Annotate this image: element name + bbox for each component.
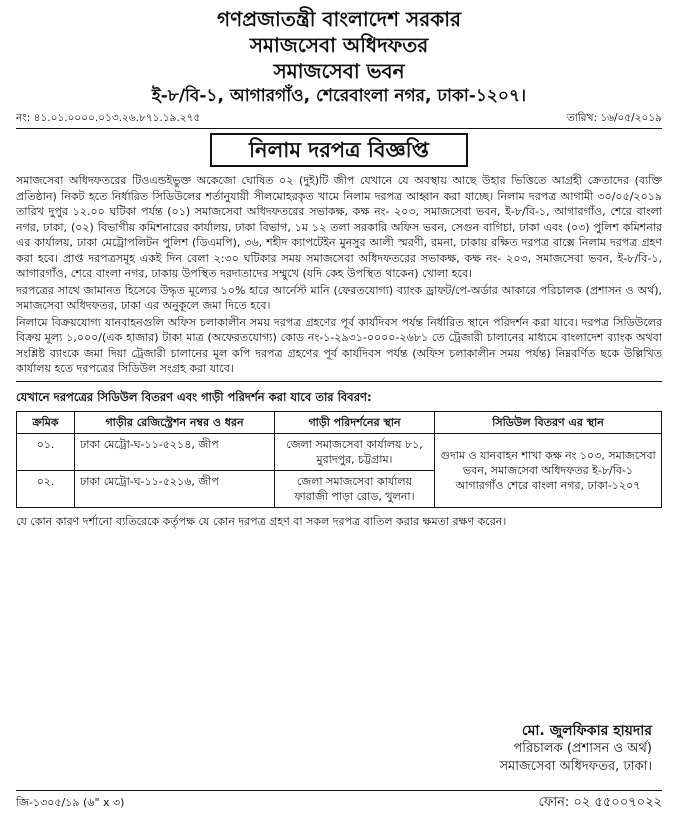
paragraph-inspection-schedule: নিলামে বিক্রয়যোগ্য যানবাহনগুলি অফিস চলাকালীন সময় দরপত্র গ্রহণের পূর্ব কার্যদিবস পর্যন্ত নির্ধারিত স্থানে পরিদর্শন করা যাবে। দরপত্র সিডিউলের বিক্রয় মূল্য ১,০০০/(এক হাজার) টাকা মাত্র (অফেরতযোগ্য) কোড নং-১-২৯৩১-০০০০-২৬৮১ তে ট্রেজারী চালানের মাধ্যমে বাংলাদেশ ব্যাংক অথবা সংশ্লিষ্ট ব্যাংকে জমা দিয়া ট্রেজারী চালানের মূল কপি দরপত্র গ্রহণের পূর্ব কার্যদিবস পর্যন্ত (অফিস চলাকালীন সময় পর্যন্ত) নিম্নবর্ণিত ছকে উল্লিখিত কার্যালয় হতে দরপত্রের সিডিউল সংগ্রহ করা যাবে। [16, 315, 662, 375]
header-inspection: গাড়ী পরিদর্শনের স্থান [275, 411, 435, 433]
reference-row [16, 110, 662, 129]
vehicle-table [16, 411, 662, 508]
distribution-place: গুদাম ও যানবাহন শাখা কক্ষ নং ১০৩, সমাজসেবা ভবন, সমাজসেবা অধিদফতর ই-৮/বি-১ আগারগাঁও শেরে বাংলা নগর, ঢাকা-১২০৭ [435, 433, 662, 507]
header-vehicle: গাড়ীর রেজিস্ট্রেশন নম্বর ও ধরন [75, 411, 275, 433]
memo-number: নং: ৪১.০১.০০০০.০১৩.২৬.৮৭১.১৯.২৭৫ [16, 112, 201, 124]
signatory-name: মো. জুলফিকার হায়দার [521, 723, 652, 739]
table-row [17, 433, 662, 470]
row-inspection: জেলা সমাজসেবা কার্যালয় ফারাজী পাড়া রোড, খুলনা। [275, 470, 435, 507]
letterhead [16, 6, 662, 108]
header-serial: ক্রমিক [17, 411, 75, 433]
office-address: ই-৮/বি-১, আগারগাঁও, শেরেবাংলা নগর, ঢাকা-১২০৭। [151, 86, 527, 106]
header-distribution: সিডিউল বিতরণ এর স্থান [435, 411, 662, 433]
notice-date: তারিখ: ১৬/০৫/২০১৯ [566, 112, 662, 124]
signatory-designation: পরিচালক (প্রশাসন ও অর্থ) [513, 741, 652, 756]
signatory-office: সমাজসেবা অধিদফতর, ঢাকা। [499, 759, 652, 774]
phone-number: ফোন: ০২ ৫৫০০৭০২২ [538, 795, 662, 810]
notice-title: নিলাম দরপত্র বিজ্ঞপ্তি [210, 133, 468, 167]
paragraph-earnest-money: দরপত্রের সাথে জামানত হিসেবে উদ্ধৃত মূল্যের ১০% হারে আর্নেস্ট মানি (ফেরতযোগ্য) ব্যাংক ড্রাফট/পে-অর্ডার আকারে পরিচালক (প্রশাসন ও অর্থ), সমাজসেবা অধিদফতর, ঢাকা এর অনুকূলে জমা দিতে হবে। [16, 283, 662, 312]
building-title: সমাজসেবা ভবন [273, 59, 405, 83]
signature-block [499, 722, 652, 776]
table-header-row [17, 411, 662, 433]
divider [16, 381, 662, 382]
ad-code: জি-১৩০৫/১৯ (৬" x ৩) [16, 796, 125, 809]
department-title: সমাজসেবা অধিদফতর [249, 33, 429, 57]
row-vehicle: ঢাকা মেট্রো-ঘ-১১-৫২১৪, জীপ [75, 433, 275, 470]
govt-title: গণপ্রজাতন্ত্রী বাংলাদেশ সরকার [217, 7, 461, 31]
paragraph-invitation: সমাজসেবা অধিদফতরের টিওএন্ডইভুক্ত অকেজো ঘোষিত ০২ (দুই)টি জীপ যেখানে যে অবস্থায় আছে উহার ভিত্তিতে আগ্রহী ক্রেতাদের (ব্যক্তি প্রতিষ্ঠান) নিকট হতে নির্ধারিত সিডিউলের শর্তানুযায়ী সীলমোহরকৃত খামে নিলাম দরপত্র আহ্বান করা যাচ্ছে। নিলাম দরপত্র আগামী ৩০/০৫/২০১৯ তারিখ দুপুর ১২.০০ ঘটিকা পর্যন্ত (০১) সমাজসেবা অধিদফতরের সভাকক্ষ, কক্ষ নং- ২০৩, সমাজসেবা ভবন, ই-৮/বি-১, আগারগাঁও, শেরে বাংলা নগর, ঢাকা, (০২) বিভাগীয় কমিশনারের কার্যালয়, ঢাকা বিভাগ, ১ম ১২ তলা সরকারি অফিস ভবন, সেগুন বাগিচা, ঢাকা এবং (০৩) পুলিশ কমিশনার এর কার্যালয়, ঢাকা মেট্রোপলিটন পুলিশ (ডিএমপি), ৩৬, শহীদ ক্যাপটেইন মুনসুর আলী স্মরণী, রমনা, ঢাকায় রক্ষিত দরপত্র বাক্সে নিলাম দরপত্র গ্রহণ করা হবে। প্রাপ্ত দরপত্রসমূহ একই দিন বেলা ২:৩০ ঘটিকার সময় সমাজসেবা অধিদফতরের সভাকক্ষ, কক্ষ নং- ২০৩, সমাজসেবা ভবন, ই-৮/বি-১, আগারগাঁও, শেরে বাংলা নগর, ঢাকায় উপস্থিত দরদাতাদের সম্মুখে (যদি কেহ উপস্থিত থাকেন) খোলা হবে। [16, 174, 662, 280]
authority-note: যে কোন কারণ দর্শানো ব্যতিরেকে কর্তৃপক্ষ যে কোন দরপত্র গ্রহণ বা সকল দরপত্র বাতিল করার ক্ষমতা রক্ষণ করেন। [16, 514, 507, 528]
table-heading: যেখানে দরপত্রের সিডিউল বিতরণ এবং গাড়ী পরিদর্শন করা যাবে তার বিবরণ: [16, 389, 372, 404]
row-serial: ০২. [17, 470, 75, 507]
row-vehicle: ঢাকা মেট্রো-ঘ-১১-৫২১৬, জীপ [75, 470, 275, 507]
row-serial: ০১. [17, 433, 75, 470]
row-inspection: জেলা সমাজসেবা কার্যালয় ৮১, মুরাদপুর, চট্টগ্রাম। [275, 433, 435, 470]
footer [16, 790, 662, 811]
